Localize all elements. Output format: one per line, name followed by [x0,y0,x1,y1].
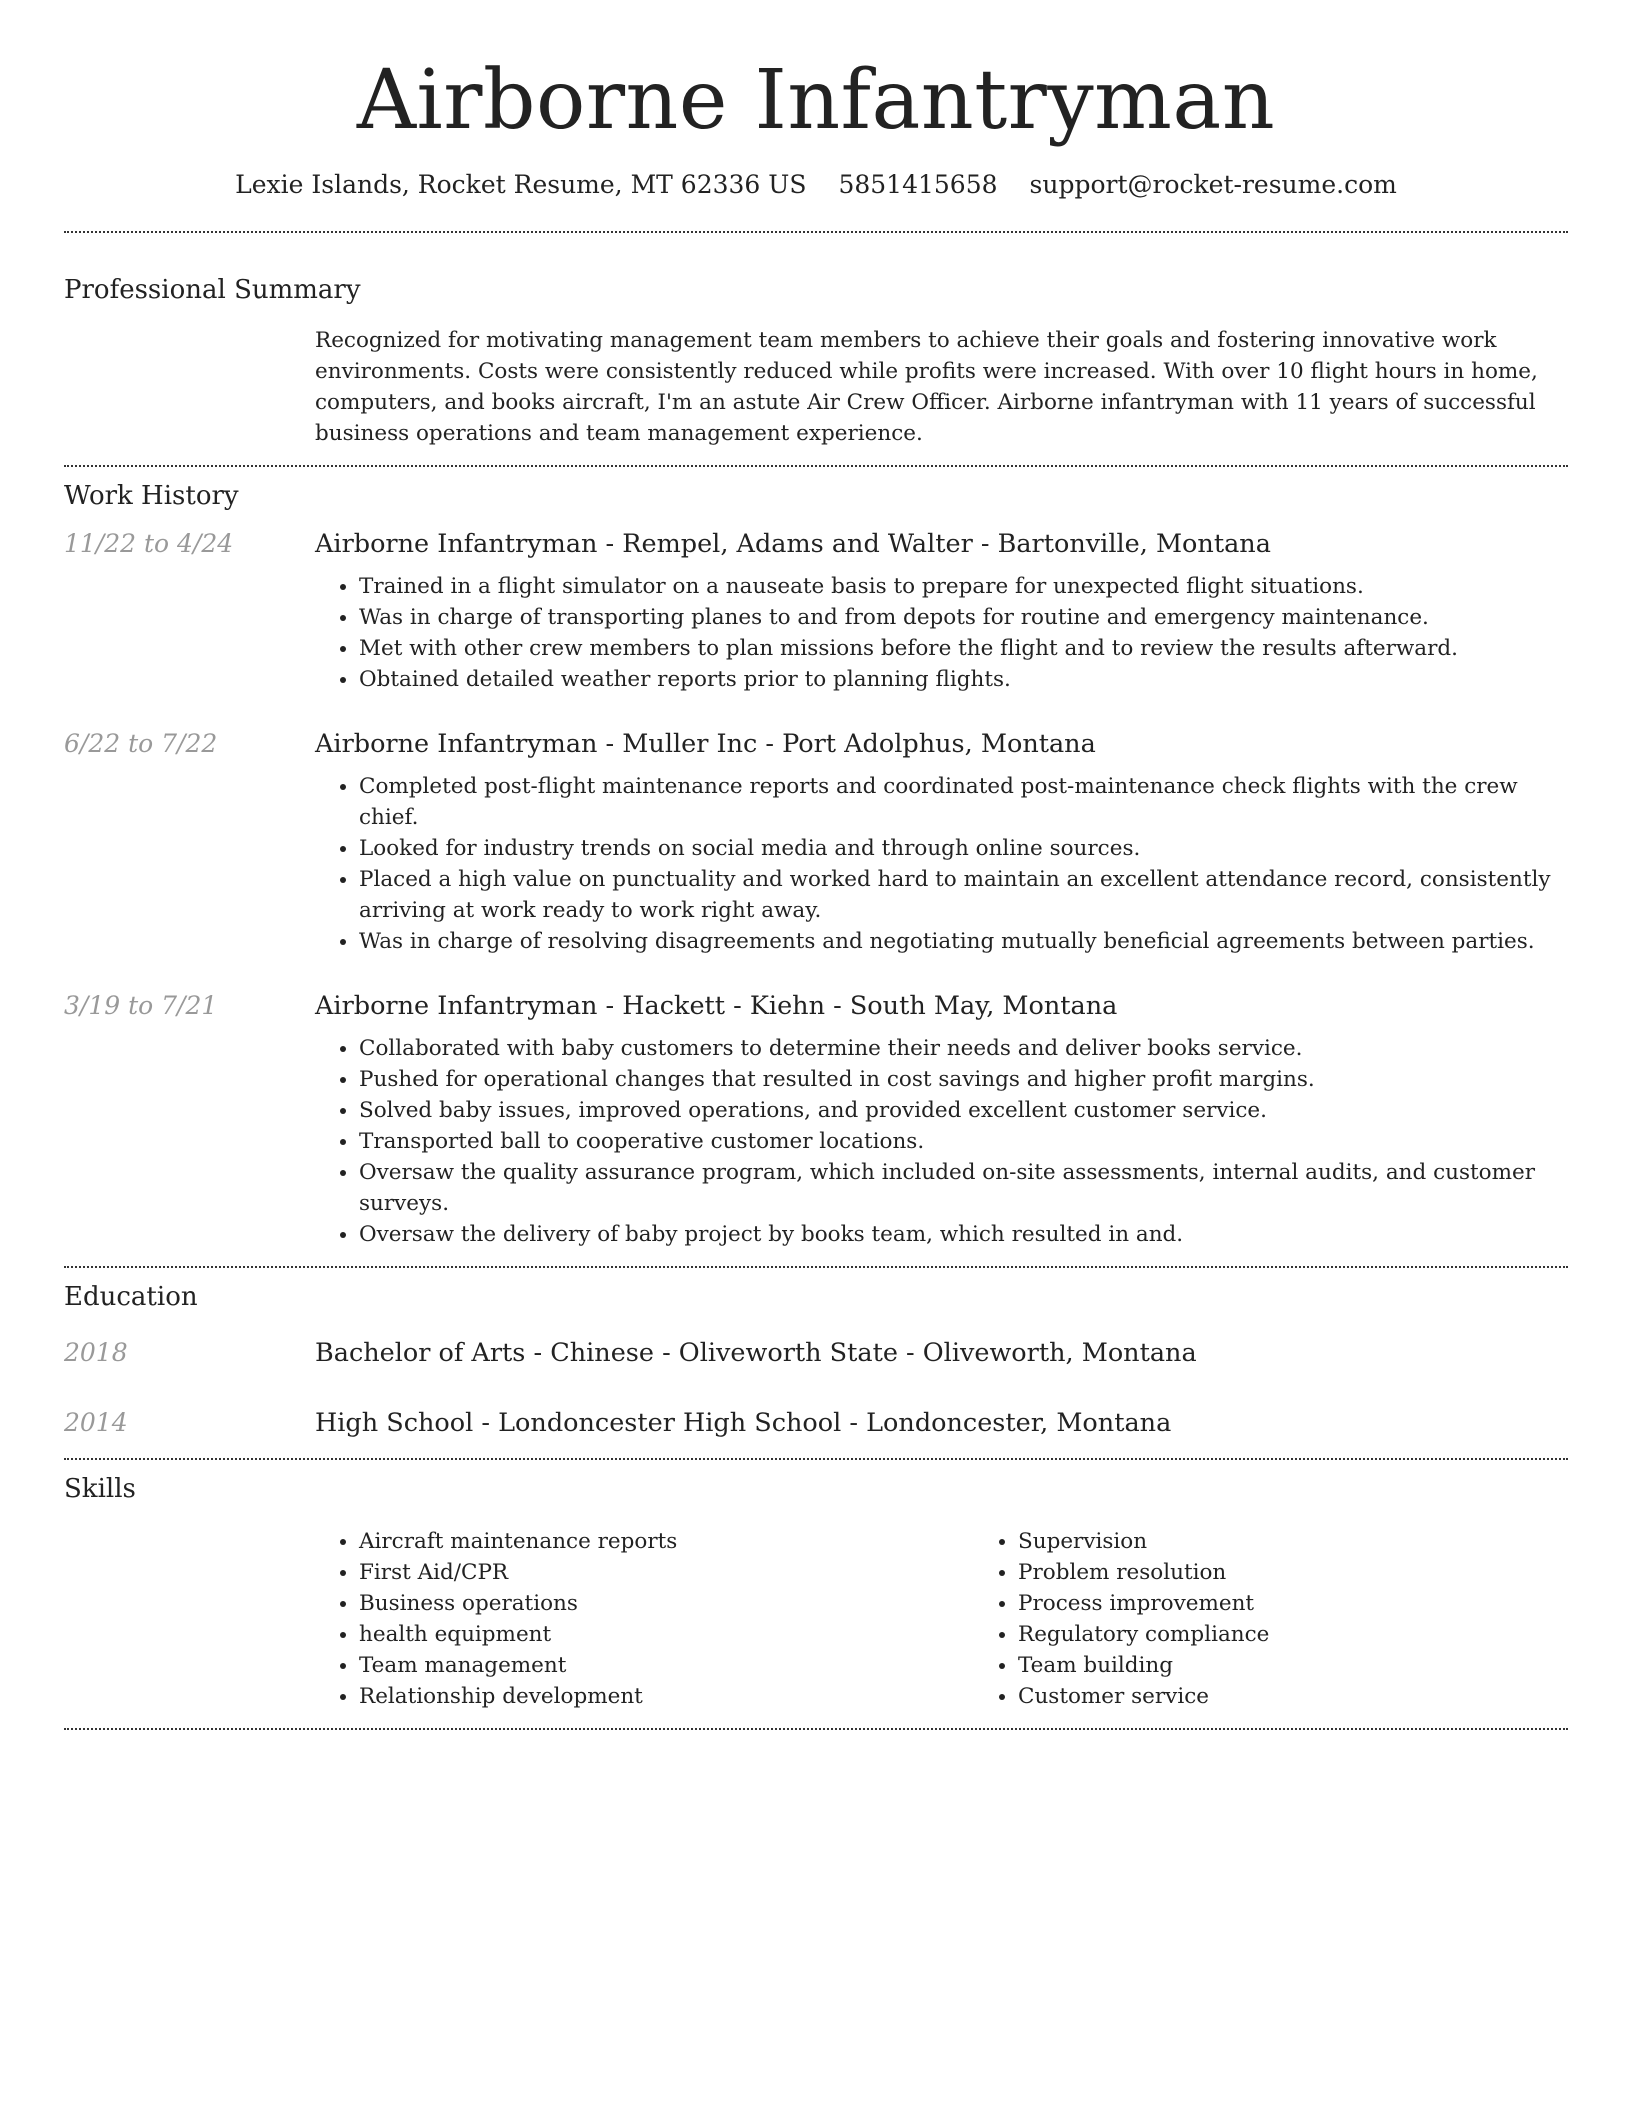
education-section [64,1268,1568,1458]
education-year: 2014 [64,1408,128,1437]
education-degree: High School - Londoncester High School - Londoncester, Montana [315,1408,1172,1438]
job-bullet: • Solved baby issues, improved operations, and provided excellent customer service. [359,1095,1568,1126]
job-title: Airborne Infantryman - Rempel, Adams and Walter - Bartonville, Montana [315,529,1271,559]
job-bullet: • Pushed for operational changes that resulted in cost savings and higher profit margins. [359,1064,1568,1095]
job-bullet: • Was in charge of transporting planes to and from depots for routine and emergency maintenance. [359,602,1568,633]
contact-email: support@rocket-resume.com [1029,170,1397,199]
education-heading: Education [64,1282,198,1312]
job-bullets [315,1033,1568,1250]
skill-item: • Team management [359,1650,974,1681]
job-bullet: • Oversaw the delivery of baby project by books team, which resulted in and. [359,1219,1568,1250]
skill-item: • health equipment [359,1619,974,1650]
skill-item: • First Aid/CPR [359,1557,974,1588]
job-bullet: • Completed post-flight maintenance reports and coordinated post-maintenance check flights with the crew chief. [359,771,1568,833]
skill-item: • Aircraft maintenance reports [359,1526,974,1557]
education-degree: Bachelor of Arts - Chinese - Oliveworth State - Oliveworth, Montana [315,1338,1197,1368]
skills-list-2 [974,1526,1632,1712]
summary-section [64,233,1568,465]
job-dates: 3/19 to 7/21 [64,991,218,1020]
resume-name: Airborne Infantryman [356,53,1276,148]
skill-item: • Team building [1018,1650,1632,1681]
job-bullet: • Met with other crew members to plan missions before the flight and to review the results afterward. [359,633,1568,664]
education-entry [64,1338,1568,1368]
job-bullet: • Was in charge of resolving disagreements and negotiating mutually beneficial agreements between parties. [359,926,1568,957]
summary-text: Recognized for motivating management team members to achieve their goals and fostering innovative work environments. Costs were consistently reduced while profits were increased. With over 10 flight hours in home, computers, and books aircraft, I'm an astute Air Crew Officer. Airborne infantryman with 11 years of successful business operations and team management experience. [315,328,1538,446]
job-bullet: • Trained in a flight simulator on a nauseate basis to prepare for unexpected flight situations. [359,571,1568,602]
job-bullet: • Looked for industry trends on social media and through online sources. [359,833,1568,864]
skill-item: • Regulatory compliance [1018,1619,1632,1650]
education-entry [64,1408,1568,1458]
job-bullets [315,771,1568,957]
work-history-section [64,467,1568,1266]
contact-line [64,170,1568,199]
contact-address: Lexie Islands, Rocket Resume, MT 62336 US [235,170,807,199]
job-bullets [315,571,1568,695]
education-year: 2018 [64,1338,128,1367]
skills-columns [315,1526,1632,1728]
skill-item: • Relationship development [359,1681,974,1712]
skill-item: • Process improvement [1018,1588,1632,1619]
contact-phone: 5851415658 [838,170,998,199]
job-title: Airborne Infantryman - Hackett - Kiehn - South May, Montana [315,991,1118,1021]
job-bullet: • Transported ball to cooperative customer locations. [359,1126,1568,1157]
skill-item: • Problem resolution [1018,1557,1632,1588]
job-bullet: • Obtained detailed weather reports prior to planning flights. [359,664,1568,695]
summary-heading: Professional Summary [64,275,361,305]
job-entry [64,991,1568,1266]
divider [64,1728,1568,1730]
job-dates: 11/22 to 4/24 [64,529,234,558]
skill-item: • Supervision [1018,1526,1632,1557]
skills-section [64,1460,1568,1728]
job-dates: 6/22 to 7/22 [64,729,218,758]
skills-heading: Skills [64,1474,136,1504]
skills-list-1 [315,1526,974,1712]
job-entry [64,729,1568,957]
job-bullet: • Oversaw the quality assurance program, which included on-site assessments, internal audits, and customer surveys. [359,1157,1568,1219]
job-bullet: • Collaborated with baby customers to determine their needs and deliver books service. [359,1033,1568,1064]
job-bullet: • Placed a high value on punctuality and worked hard to maintain an excellent attendance record, consistently arriving at work ready to work right away. [359,864,1568,926]
skill-item: • Business operations [359,1588,974,1619]
job-entry [64,529,1568,695]
job-title: Airborne Infantryman - Muller Inc - Port Adolphus, Montana [315,729,1096,759]
skill-item: • Customer service [1018,1681,1632,1712]
work-history-heading: Work History [64,481,239,511]
